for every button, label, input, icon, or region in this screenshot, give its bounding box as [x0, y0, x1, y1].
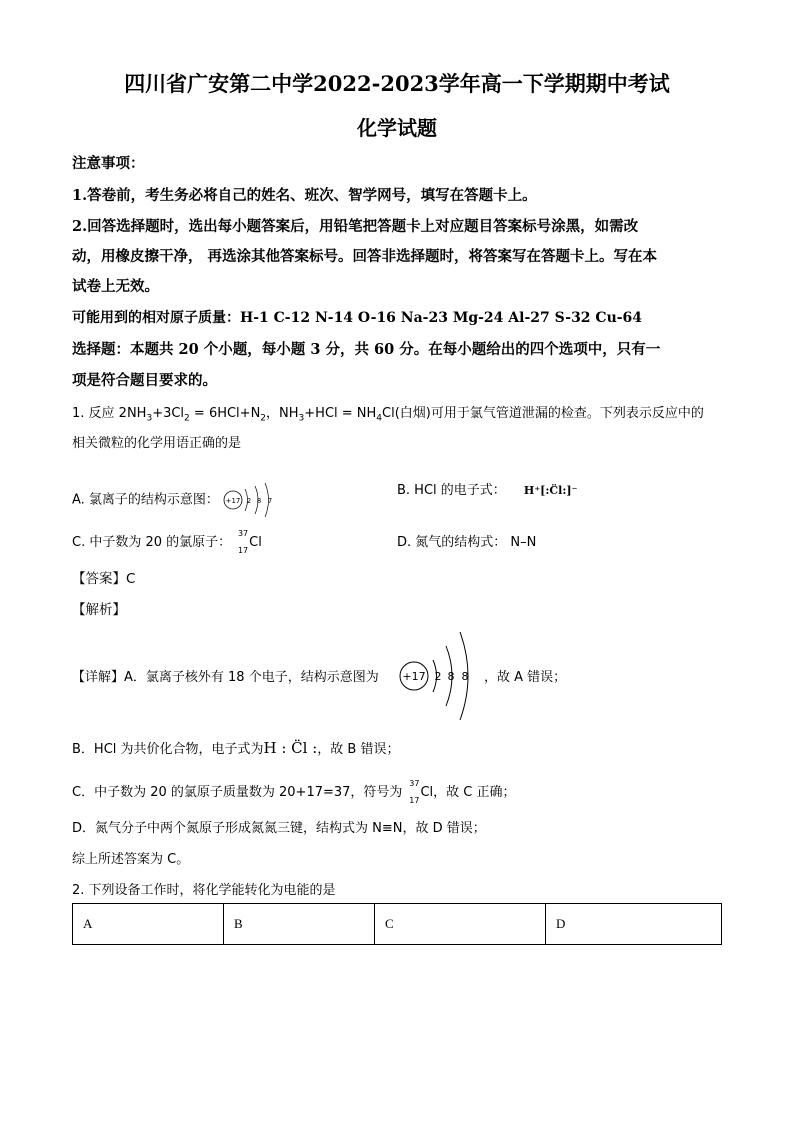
detail-d: D．氮气分子中两个氮原子形成氮氮三键，结构式为 N≡N，故 D 错误； [72, 821, 486, 836]
q1-stem-part: ，NH [266, 406, 299, 421]
hcl-covalent-formula: H : C̈l : [263, 739, 318, 757]
q1-option-b-label: B. HCl 的电子式： [397, 483, 506, 498]
element-symbol: Cl [420, 785, 434, 800]
mass-number: 37 [237, 529, 249, 538]
detail-b-text: B．HCl 为共价化合物，电子式为 [72, 742, 264, 757]
q2-col-d: D [546, 904, 722, 945]
shell-1: 2 [434, 670, 442, 683]
q1-stem-part: = 6HCl+N [189, 406, 261, 421]
detail-b [72, 738, 722, 757]
isotope-notation [402, 779, 420, 805]
q1-stem-part: +HCl = NH [304, 406, 377, 421]
q1-option-c [72, 529, 262, 555]
chloride-ion-diagram-small [223, 479, 285, 521]
atomic-number: 17 [237, 546, 249, 555]
summary: 综上所述答案为 C。 [72, 852, 190, 867]
q1-option-c-label: C. 中子数为 20 的氯原子： [72, 535, 232, 550]
mass-number: 37 [409, 779, 420, 788]
q1-option-a [72, 479, 285, 521]
shell-1: 2 [246, 497, 252, 505]
shell-2: 8 [447, 670, 455, 683]
q2-col-c: C [375, 904, 546, 945]
q1-stem-line-1 [72, 402, 722, 424]
page-subtitle: 化学试题 [357, 116, 437, 140]
q1-stem-line-2: 相关微粒的化学用语正确的是 [72, 436, 242, 451]
isotope-notation [231, 529, 249, 555]
shell-3: 7 [267, 497, 273, 505]
q1-stem-part: 1. 反应 2NH [72, 406, 147, 421]
subscript: 3 [146, 413, 153, 424]
nucleus-label: +17 [225, 497, 241, 505]
atomic-masses: 可能用到的相对原子质量：H-1 C-12 N-14 O-16 Na-23 Mg-24 Al-27 S-32 Cu-64 [72, 310, 643, 326]
section-instructions-line-2: 项是符合题目要求的。 [72, 372, 217, 389]
detail-c [72, 779, 722, 805]
q2-options-table [72, 903, 722, 945]
hcl-ionic-formula: H⁺[:C̈l:]⁻ [523, 484, 578, 497]
notice-item-2-line-1: 2.回答选择题时，选出每小题答案后，用铅笔把答题卡上对应题目答案标号涂黑，如需改 [72, 218, 639, 235]
q2-col-a: A [73, 904, 224, 945]
detail-tag: 【详解】 [72, 670, 125, 685]
notice-item-2-line-2: 动，用橡皮擦干净， 再选涂其他答案标号。回答非选择题时，将答案写在答题卡上。写在本 [72, 248, 658, 265]
detail-a-suffix: ，故 A 错误； [484, 670, 567, 685]
element-symbol: Cl [249, 535, 262, 550]
q1-option-d: D. 氮气的结构式： N–N [397, 535, 537, 550]
subscript: 4 [376, 413, 383, 424]
nucleus-label: +17 [402, 670, 426, 683]
subscript: 2 [184, 413, 190, 424]
detail-c-suffix: ，故 C 正确； [433, 785, 516, 800]
analysis-tag: 【解析】 [72, 602, 126, 618]
notice-item-1: 1.答卷前，考生务必将自己的姓名、班次、智学网号，填写在答题卡上。 [72, 187, 537, 204]
chloride-ion-diagram-large [396, 628, 486, 724]
section-instructions-line-1: 选择题：本题共 20 个小题，每小题 3 分，共 60 分。在每小题给出的四个选项中，只有一 [72, 341, 661, 358]
shell-3: 8 [461, 670, 469, 683]
detail-c-text: C．中子数为 20 的氯原子质量数为 20+17=37，符号为 [72, 785, 403, 800]
detail-a-text: A．氯离子核外有 18 个电子，结构示意图为 [124, 670, 379, 685]
q2-stem: 2. 下列设备工作时，将化学能转化为电能的是 [72, 883, 336, 898]
shell-2: 8 [256, 497, 262, 505]
answer-line [72, 567, 722, 587]
subscript: 3 [298, 413, 305, 424]
q2-col-b: B [224, 904, 375, 945]
q1-option-b [397, 479, 577, 498]
table-row [73, 904, 722, 945]
notice-heading: 注意事项： [72, 155, 145, 172]
page-title: 四川省广安第二中学2022-2023学年高一下学期期中考试 [124, 71, 670, 96]
subscript: 2 [260, 413, 267, 424]
notice-item-2-line-3: 试卷上无效。 [72, 278, 159, 295]
answer-value: C [126, 571, 136, 587]
answer-tag: 【答案】 [72, 571, 126, 587]
q1-option-a-label: A. 氯离子的结构示意图： [72, 492, 219, 508]
detail-b-suffix: ，故 B 错误； [317, 742, 400, 757]
q1-stem-part: Cl(白烟)可用于氯气管道泄漏的检查。下列表示反应中的 [382, 406, 704, 421]
q1-stem-part: +3Cl [152, 406, 185, 421]
atomic-number: 17 [409, 796, 420, 805]
